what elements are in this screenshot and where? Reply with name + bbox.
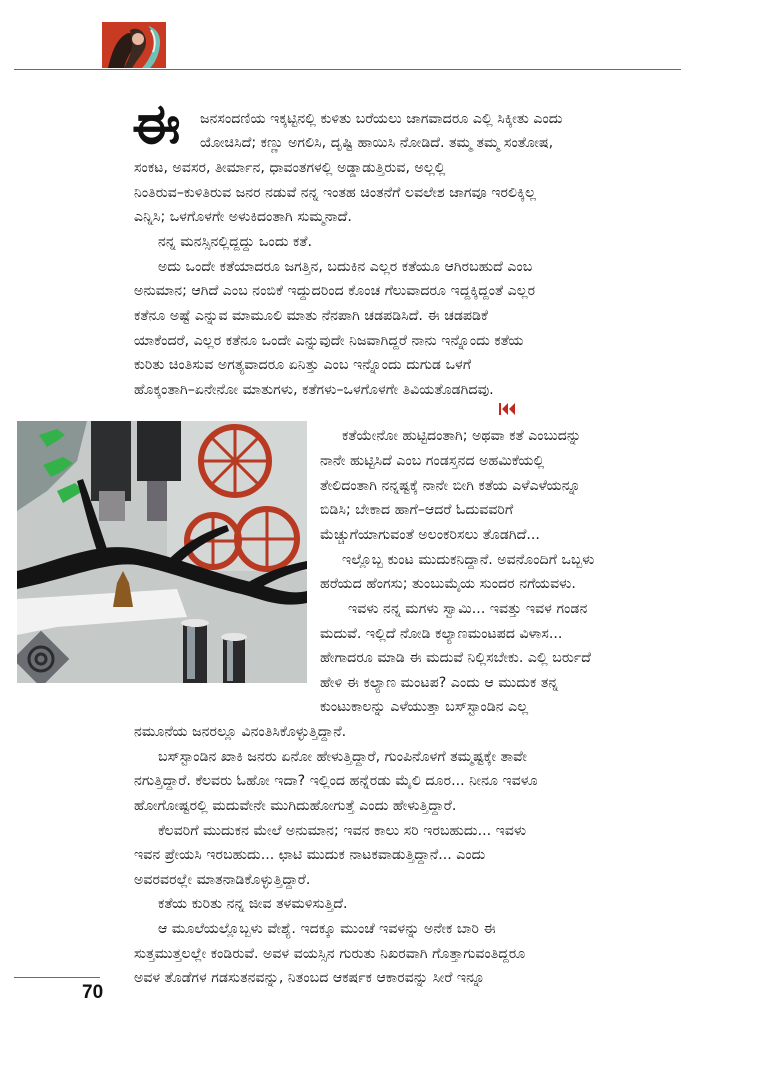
collage-illustration-icon (17, 421, 307, 683)
paragraph-6-line-6: ನಮೂನೆಯ ಜನರಲ್ಲೂ ವಿನಂತಿಸಿಕೊಳ್ಳುತ್ತಿದ್ದಾನೆ. (134, 724, 347, 740)
paragraph-8-line-3: ಅವರವರಲ್ಲೇ ಮಾತನಾಡಿಕೊಳ್ಳುತ್ತಿದ್ದಾರೆ. (134, 872, 311, 888)
paragraph-10-line-1: ಆ ಮೂಲೆಯಲ್ಲೊಬ್ಬಳು ವೇಶ್ಯೆ. ಇದಕ್ಕೂ ಮುಂಚೆ ಇವಳನ್ನು ಅನೇಕ ಬಾರಿ ಈ (158, 921, 496, 937)
paragraph-1-line-5: ಎನ್ನಿಸಿ; ಒಳಗೊಳಗೇ ಅಳುಕಿದಂತಾಗಿ ಸುಮ್ಮನಾದೆ. (134, 209, 352, 225)
paragraph-3-line-4: ಯಾಕೆಂದರೆ, ಎಲ್ಲರ ಕತೆನೂ ಒಂದೇ ಎನ್ನುವುದೇ ನಿಜವಾಗಿದ್ದರೆ ನಾನು ಇನ್ನೊಂದು ಕತೆಯ (134, 333, 524, 349)
header-rule (14, 69, 681, 70)
woman-profile-logo-icon (102, 22, 166, 68)
paragraph-10-line-3: ಅವಳ ತೊಡೆಗಳ ಗಡಸುತನವನ್ನು, ನಿತಂಬದ ಆಕರ್ಷಕ ಆಕಾರವನ್ನು ಸೀರೆ ಇನ್ನೂ (134, 970, 485, 986)
paragraph-3-line-5: ಕುರಿತು ಚಿಂತಿಸುವ ಅಗತ್ಯವಾದರೂ ಏನಿತ್ತು ಎಂಬ ಇನ್ನೊಂದು ದುಗುಡ ಒಳಗೆ (134, 357, 472, 373)
page-number: 70 (82, 982, 104, 1003)
paragraph-1-line-1: ಜನಸಂದಣಿಯ ಇಕ್ಕಟ್ಟಿನಲ್ಲಿ ಕುಳಿತು ಬರೆಯಲು ಜಾಗವಾದರೂ ಎಲ್ಲಿ ಸಿಕ್ಕೀತು ಎಂದು (200, 111, 563, 127)
paragraph-6-line-1: ಇವಳು ನನ್ನ ಮಗಳು ಸ್ವಾಮಿ... ಇವತ್ತು ಇವಳ ಗಂಡನ (348, 601, 588, 617)
paragraph-6-line-3: ಹೇಗಾದರೂ ಮಾಡಿ ಈ ಮದುವೆ ನಿಲ್ಲಿಸಬೇಕು. ಎಲ್ಲಿ ಬರ್ರುದೆ (320, 650, 591, 666)
paragraph-1-line-2: ಯೋಚಿಸಿದೆ; ಕಣ್ಣು ಅಗಲಿಸಿ, ದೃಷ್ಟಿ ಹಾಯಿಸಿ ನೋಡಿದೆ. ತಮ್ಮ ತಮ್ಮ ಸಂತೋಷ, (200, 135, 554, 151)
paragraph-1-line-3: ಸಂಕಟ, ಅವಸರ, ತೀರ್ಮಾನ, ಧಾವಂತಗಳಲ್ಲಿ ಅಡ್ಡಾಡುತ್ತಿರುವ, ಅಲ್ಲಲ್ಲಿ (134, 160, 446, 176)
paragraph-6-line-2: ಮದುವೆ. ಇಲ್ಲಿದೆ ನೋಡಿ ಕಲ್ಯಾಣಮಂಟಪದ ವಿಳಾಸ... (320, 626, 563, 642)
paragraph-4-line-1: ಕತೆಯೇನೋ ಹುಟ್ಟಿದಂತಾಗಿ; ಅಥವಾ ಕತೆ ಎಂಬುದನ್ನು (342, 428, 582, 444)
paragraph-3-line-1: ಅದು ಒಂದೇ ಕತೆಯಾದರೂ ಜಗತ್ತಿನ, ಬದುಕಿನ ಎಲ್ಲರ ಕತೆಯೂ ಆಗಿರಬಹುದೆ ಎಂಬ (158, 259, 533, 275)
paragraph-3-line-3: ಕತೆನೂ ಅಷ್ಟೆ ಎನ್ನುವ ಮಾಮೂಲಿ ಮಾತು ನೆನಪಾಗಿ ಚಡಪಡಿಸಿದೆ. ಈ ಚಡಪಡಿಕೆ (134, 308, 488, 324)
paragraph-5-line-2: ಹರೆಯದ ಹೆಂಗಸು; ತುಂಬುಮೈಯ ಸುಂದರ ನಗೆಯವಳು. (320, 576, 576, 592)
paragraph-3-line-2: ಅನುಮಾನ; ಆಗಿದೆ ಎಂಬ ನಂಬಿಕೆ ಇದ್ದುದರಿಂದ ಕೊಂಚ ಗೆಲುವಾದರೂ ಇದ್ದಕ್ಕಿದ್ದಂತೆ ಎಲ್ಲರ (134, 283, 536, 299)
paragraph-5-line-1: ಇಲ್ಲೊಬ್ಬ ಕುಂಟ ಮುದುಕನಿದ್ದಾನೆ. ಅವನೊಂದಿಗೆ ಒಬ್ಬಳು (342, 552, 595, 568)
paragraph-2: ನನ್ನ ಮನಸ್ಸಿನಲ್ಲಿದ್ದದ್ದು ಒಂದು ಕತೆ. (158, 234, 313, 250)
paragraph-4-line-4: ಬಿಡಿಸಿ; ಬೇಕಾದ ಹಾಗೆ–ಆದರೆ ಓದುವವರಿಗೆ (320, 502, 514, 518)
paragraph-7-line-2: ನಗುತ್ತಿದ್ದಾರೆ. ಕೆಲವರು ಓಹೋ ಇದಾ? ಇಲ್ಲಿಂದ ಹನ್ನೆರಡು ಮೈಲಿ ದೂರ... ನೀನೂ ಇವಳೂ (134, 773, 538, 789)
paragraph-7-line-3: ಹೋಗೋಷ್ಟರಲ್ಲಿ ಮದುವೇನೇ ಮುಗಿದುಹೋಗುತ್ತೆ ಎಂದು ಹೇಳುತ್ತಿದ್ದಾರೆ. (134, 798, 457, 814)
paragraph-6-line-4: ಹೇಳಿ ಈ ಕಲ್ಯಾಣ ಮಂಟಪ? ಎಂದು ಆ ಮುದುಕ ತನ್ನ (320, 675, 559, 691)
paragraph-6-line-5: ಕುಂಟುಕಾಲನ್ನು ಎಳೆಯುತ್ತಾ ಬಸ್‌ಸ್ಟಾಂಡಿನ ಎಲ್ಲ (320, 699, 529, 715)
paragraph-10-line-2: ಸುತ್ತಮುತ್ತಲಲ್ಲೇ ಕಂಡಿರುವೆ. ಅವಳ ವಯಸ್ಸಿನ ಗುರುತು ನಿಖರವಾಗಿ ಗೊತ್ತಾಗುವಂತಿದ್ದರೂ (134, 946, 526, 962)
paragraph-4-line-3: ತೇಲಿದಂತಾಗಿ ನನ್ನಷ್ಟಕ್ಕೆ ನಾನೇ ಬೀಗಿ ಕತೆಯ ಎಳೆಎಳೆಯನ್ನೂ (320, 478, 581, 494)
paragraph-8-line-2: ಇವನ ಪ್ರೇಯಸಿ ಇರಬಹುದು... ಛಾಟಿ ಮುದುಕ ನಾಟಕವಾಡುತ್ತಿದ್ದಾನೆ... ಎಂದು (134, 847, 486, 863)
paragraph-4-line-2: ನಾನೇ ಹುಟ್ಟಿಸಿದೆ ಎಂಬ ಗಂಡಸ್ತನದ ಅಹಮಿಕೆಯಲ್ಲಿ (320, 453, 545, 469)
triple-chevron-back-icon (499, 401, 517, 415)
paragraph-4-line-5: ಮೆಚ್ಚುಗೆಯಾಗುವಂತೆ ಅಲಂಕರಿಸಲು ತೊಡಗಿದೆ... (320, 527, 540, 543)
paragraph-1-line-4: ನಿಂತಿರುವ–ಕುಳಿತಿರುವ ಜನರ ನಡುವೆ ನನ್ನ ಇಂತಹ ಚಿಂತನೆಗೆ ಲವಲೇಶ ಜಾಗವೂ ಇರಲಿಕ್ಕಿಲ್ಲ (134, 185, 536, 201)
paragraph-7-line-1: ಬಸ್‌ಸ್ಟಾಂಡಿನ ಖಾಕಿ ಜನರು ಏನೋ ಹೇಳುತ್ತಿದ್ದಾರೆ, ಗುಂಪಿನೊಳಗೆ ತಮ್ಮಷ್ಟಕ್ಕೇ ತಾವೇ (158, 749, 527, 765)
paragraph-3-line-6: ಹೊಕ್ಕಂತಾಗಿ–ಏನೇನೋ ಮಾತುಗಳು, ಕತೆಗಳು–ಒಳಗೊಳಗೇ ತಿವಿಯತೊಡಗಿದವು. (134, 382, 494, 398)
paragraph-8-line-1: ಕೆಲವರಿಗೆ ಮುದುಕನ ಮೇಲೆ ಅನುಮಾನ; ಇವನ ಕಾಲು ಸರಿ ಇರಬಹುದು... ಇವಳು (158, 823, 527, 839)
paragraph-9: ಕತೆಯ ಕುರಿತು ನನ್ನ ಜೀವ ತಳಮಳಿಸುತ್ತಿದೆ. (158, 896, 348, 912)
footer-rule (14, 977, 100, 978)
drop-cap: ಈ (132, 91, 181, 157)
